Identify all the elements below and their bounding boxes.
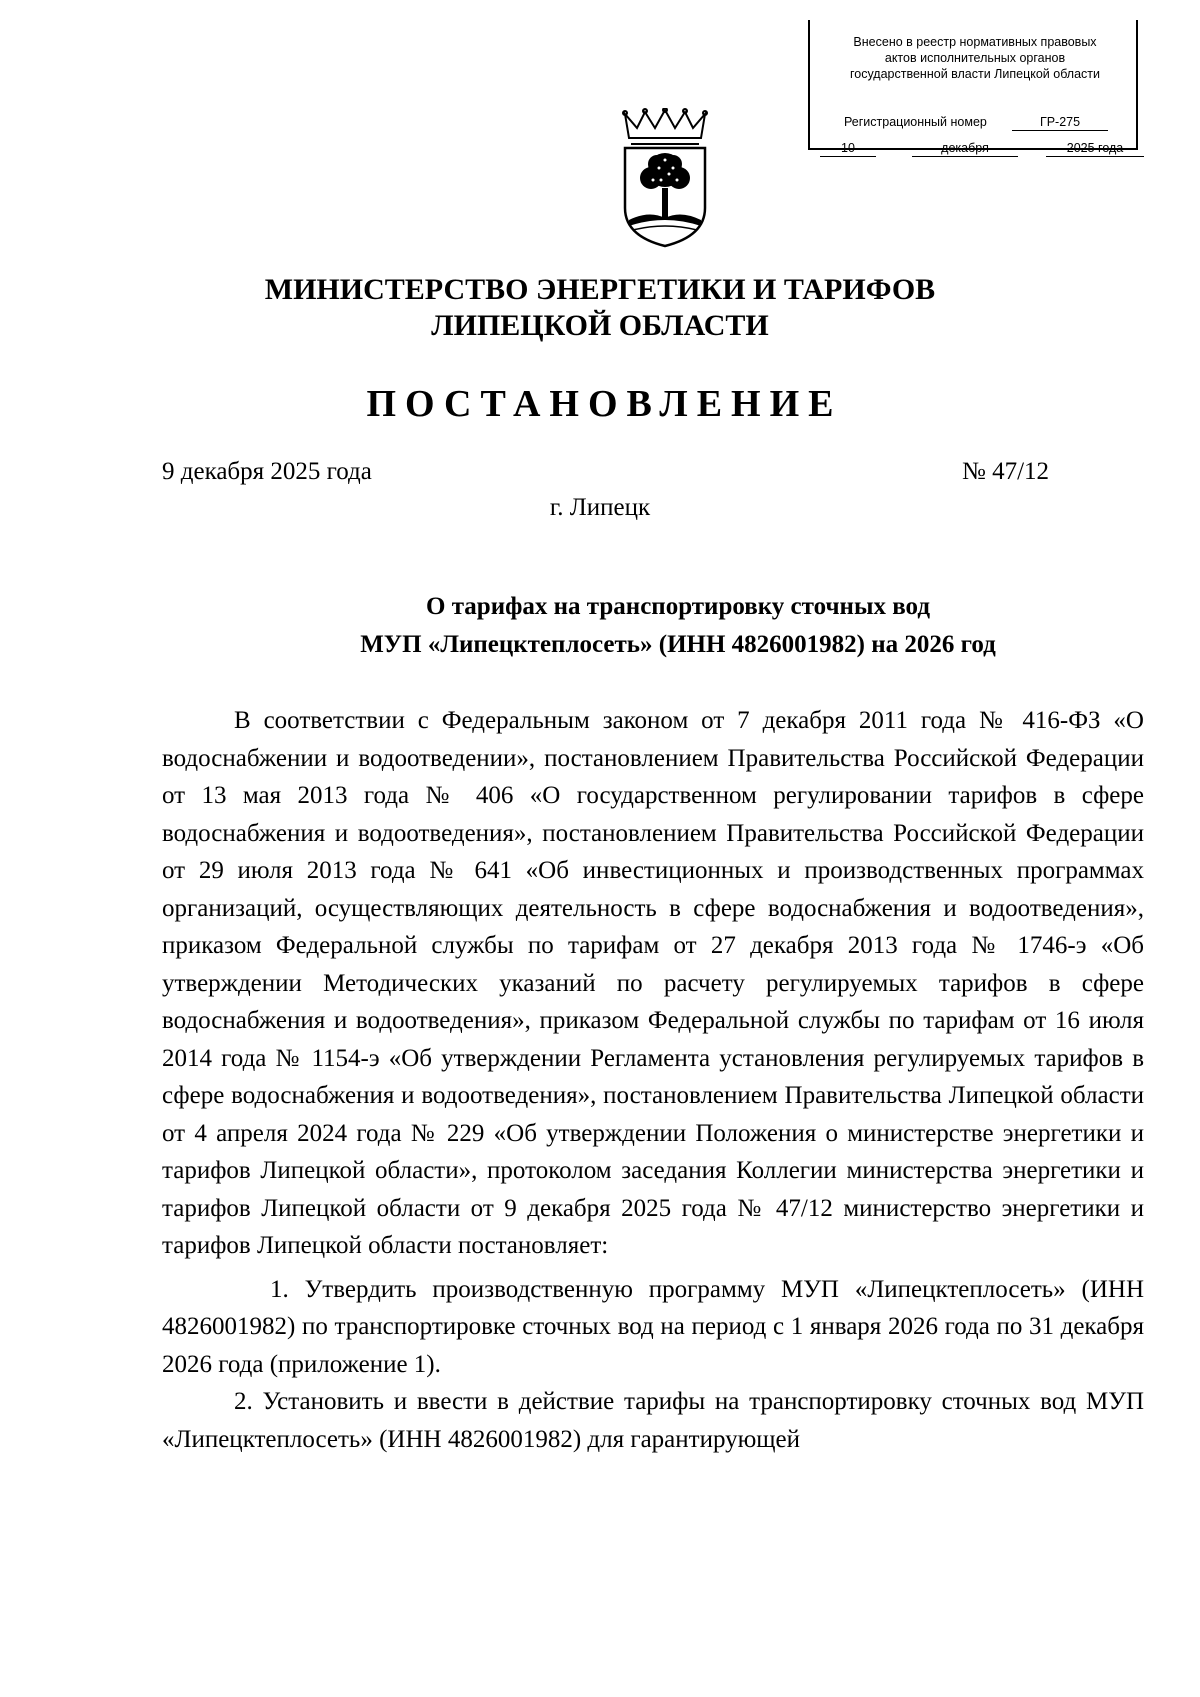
- ministry-name-line-1: МИНИСТЕРСТВО ЭНЕРГЕТИКИ И ТАРИФОВ: [264, 273, 936, 306]
- stamp-month: декабря: [912, 140, 1018, 157]
- registry-stamp: [808, 20, 1138, 155]
- stamp-date: [820, 140, 1132, 158]
- preamble-paragraph: В соответствии с Федеральным законом от 7 декабря 2011 года № 416-ФЗ «О водоснабжении и водоотведении», постановлением Правительства Российской Федерации от 13 мая 2013 года № 406 «О государственном регулировании тарифов в сфере водоснабжения и водоотведения», постановлением Правительства Российской Федерации от 29 июля 2013 года № 641 «Об инвестиционных и производственных программах организаций, осуществляющих деятельность в сфере водоснабжения и водоотведения», приказом Федеральной службы по тарифам от 27 декабря 2013 года № 1746-э «Об утверждении Методических указаний по расчету регулируемых тарифов в сфере водоснабжения и водоотведения», приказом Федеральной службы по тарифам от 16 июля 2014 года № 1154-э «Об утверждении Регламента установления регулируемых тарифов в сфере водоснабжения и водоотведения», постановлением Правительства Липецкой области от 4 апреля 2024 года № 229 «Об утверждении Положения о министерстве энергетики и тарифов Липецкой области», протоколом заседания Коллегии министерства энергетики и тарифов Липецкой области от 9 декабря 2025 года № 47/12 министерство энергетики и тарифов Липецкой области постановляет:: [162, 707, 1144, 1259]
- subject-line-2: МУП «Липецктеплосеть» (ИНН 4826001982) на 2026 год: [360, 631, 996, 658]
- stamp-reg-label: Регистрационный номер: [844, 115, 987, 129]
- document-type-title: ПОСТАНОВЛЕНИЕ: [366, 383, 843, 425]
- stamp-line-2: актов исполнительных органов: [884, 51, 1066, 65]
- stamp-year: 2025 года: [1046, 140, 1144, 157]
- stamp-line-1: Внесено в реестр нормативных правовых: [853, 35, 1097, 49]
- document-date: 9 декабря 2025 года: [162, 458, 372, 485]
- document-body: [162, 702, 1144, 1458]
- stamp-day: 10: [820, 140, 876, 157]
- stamp-text: [820, 34, 1130, 82]
- ministry-name-line-2: ЛИПЕЦКОЙ ОБЛАСТИ: [431, 309, 769, 342]
- subject-line-1: О тарифах на транспортировку сточных вод: [426, 593, 930, 620]
- clause-1-paragraph: 1. Утвердить производственную программу МУП «Липецктеплосеть» (ИНН 4826001982) по транспортировке сточных вод на период с 1 января 2026 года по 31 декабря 2026 года (приложение 1).: [162, 1275, 1144, 1378]
- document-city: г. Липецк: [549, 494, 651, 521]
- stamp-reg-number: ГР-275: [1012, 114, 1108, 131]
- document-number: № 47/12: [962, 458, 1050, 485]
- clause-2-paragraph: 2. Установить и ввести в действие тарифы на транспортировку сточных вод МУП «Липецктеплосеть» (ИНН 4826001982) для гарантирующей: [162, 1388, 1144, 1453]
- coat-of-arms-emblem: [615, 108, 715, 248]
- coat-of-arms-icon: [615, 108, 715, 248]
- stamp-line-3: государственной власти Липецкой области: [849, 67, 1101, 81]
